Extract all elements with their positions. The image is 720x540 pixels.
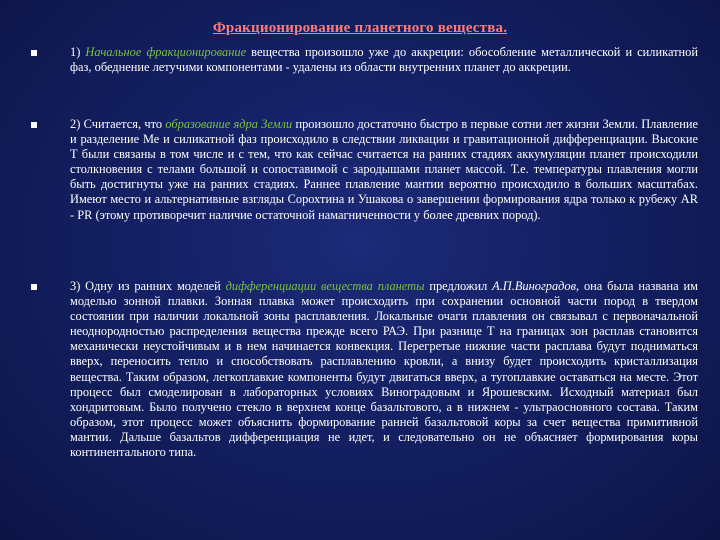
paragraph-prefix: 2) Считается, что (70, 117, 166, 131)
paragraph-body: вещества произошло уже до аккреции: обособление металлической и силикатной фаз, обеднение летучими компонентами - удалены из области внутренних планет до аккреции. (70, 45, 698, 75)
square-bullet-icon (31, 122, 37, 128)
highlighted-term: дифференциации вещества планеты (225, 279, 425, 293)
slide-title: Фракционирование планетного вещества. (212, 20, 508, 36)
square-bullet-icon (31, 50, 37, 56)
paragraph-body: , она была названа им моделью зонной плавки. Зонная плавка может происходить при сохранении основной части пород в твердом состоянии при наличии локальной зоны расплавления. Локальные очаги плавления он связывал с первоначальной неоднородностью распределения вещества прежде всего РАЭ. При разнице Т на границах зон расплав становится механически неустойчивым и в нем начинается конвекция. Перегретые нижние части расплава будут подниматься вверх, переносить тепло и способствовать расплавлению кровли, а внизу будет происходить кристаллизация вещества. Таким образом, легкоплавкие компоненты будут двигаться вверх, а тугоплавкие оставаться на месте. Этот процесс был смоделирован в лабораторных условиях Виноградовым и Ярошевским. Исходный материал был хондритовым. Было получено стекло в верхнем конце базальтового, а в нижнем - ультраосновного состава. Таким образом, этот процесс может объяснить формирование ранней базальтовой коры за счет вещества примитивной мантии. Дальше базальтов дифференциация не идет, и следовательно он не объясняет формирования коры континентального типа. (70, 279, 698, 460)
paragraph-connector: предложил (424, 279, 493, 293)
paragraph-initial-fractionation (70, 45, 698, 75)
author-name: А.П.Виноградов (492, 279, 577, 293)
paragraph-zone-melting-model (70, 279, 698, 460)
square-bullet-icon (31, 284, 37, 290)
paragraph-body: произошло достаточно быстро в первые сотни лет жизни Земли. Плавление и разделение Ме и силикатной фаз происходило в следствии ликвации и гравитационной дифференциации. Высокие Т были связаны в том числе и с тем, что как сейчас считается на ранних стадиях аккумуляции планет происходили столкновения с телами большой и сопоставимой с зародышами планет массой. Т.е. температуры плавления могли быть достигнуты уже на ранних стадиях. Раннее плавление мантии вероятно происходило в больших масштабах. Имеют место и альтернативные взгляды Сорохтина и Ушакова о завершении формирования ядра только к рубежу AR - PR (этому противоречит наличие остаточной намагниченности у более древних пород). (70, 117, 699, 222)
paragraph-prefix: 3) Одну из ранних моделей (70, 279, 226, 293)
highlighted-term: образование ядра Земли (165, 117, 293, 131)
highlighted-term: Начальное фракционирование (85, 45, 247, 59)
paragraph-core-formation (70, 117, 698, 223)
paragraph-prefix: 1) (70, 45, 86, 59)
